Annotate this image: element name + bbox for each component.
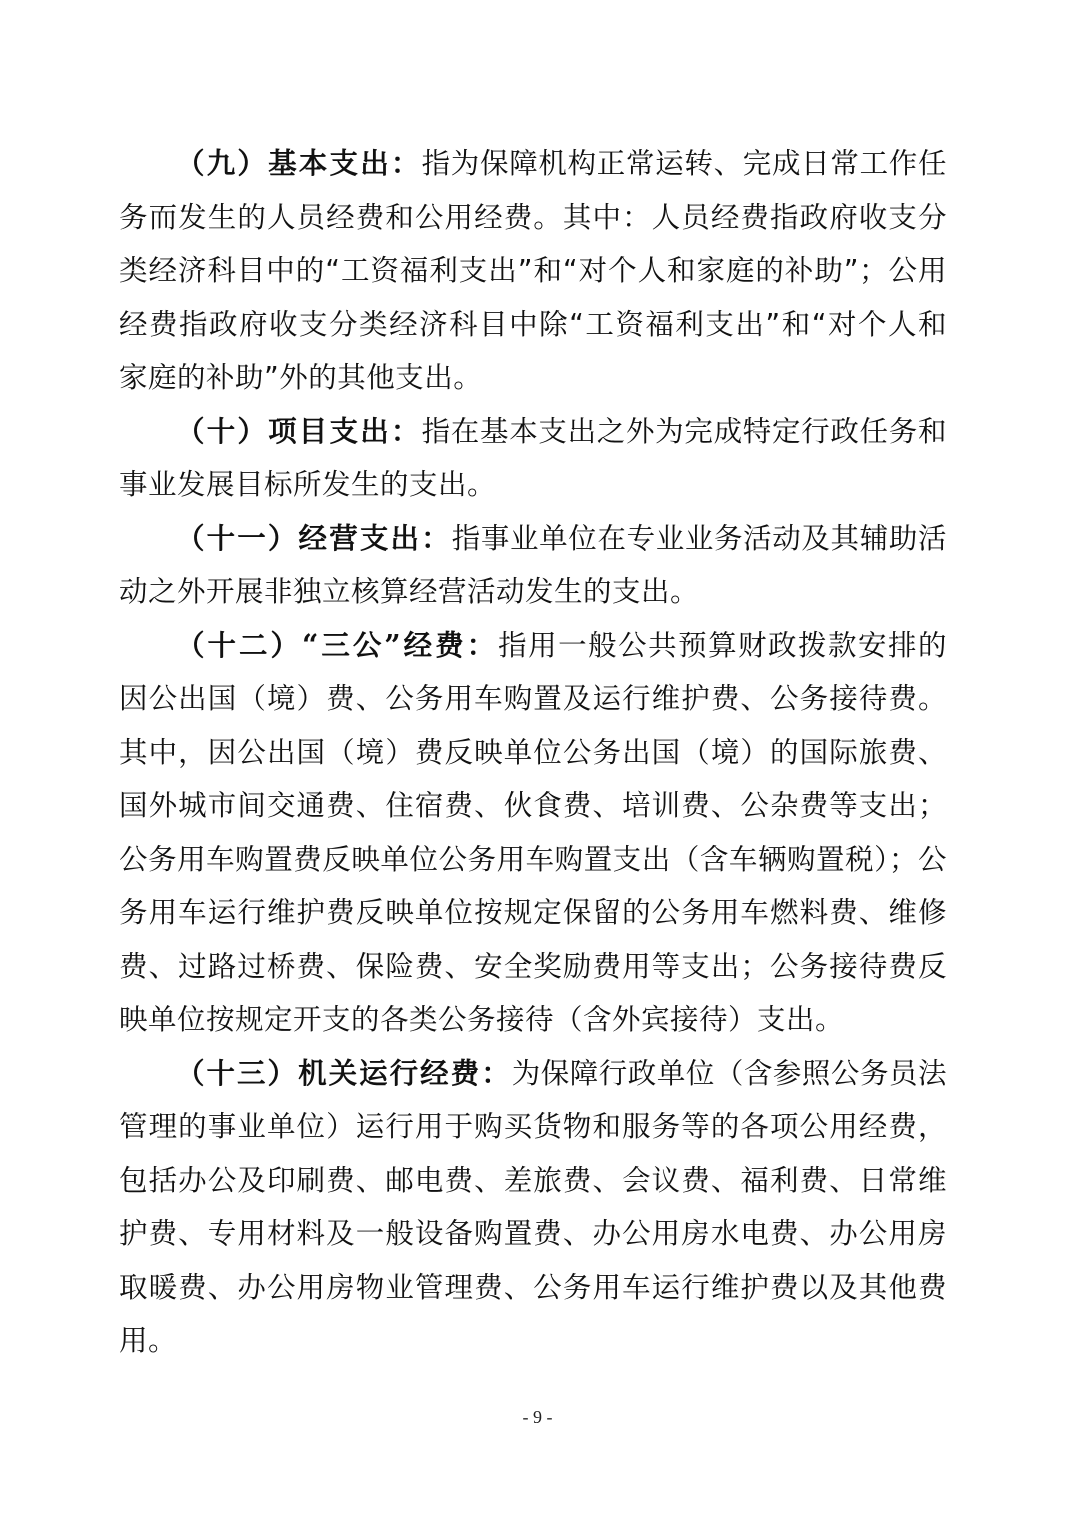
paragraph-text: 指在基本支出之外为完成特定行政任务和事业发展目标所发生的支出。 xyxy=(119,414,947,501)
term-heading: （十二）“三公”经费： xyxy=(176,627,499,662)
paragraph-project-expenditure xyxy=(119,405,947,512)
paragraph-operating-expenditure xyxy=(119,512,947,619)
term-heading: （十）项目支出： xyxy=(176,413,422,448)
term-heading: （九）基本支出： xyxy=(176,146,422,180)
page-number: - 9 - xyxy=(522,1407,553,1427)
paragraph-basic-expenditure xyxy=(119,137,947,405)
term-heading: （十三）机关运行经费： xyxy=(176,1055,512,1090)
term-heading: （十一）经营支出： xyxy=(176,520,452,555)
paragraph-three-public-expenses xyxy=(119,619,947,1047)
document-body xyxy=(119,137,947,1368)
paragraph-text: 指事业单位在专业业务活动及其辅助活动之外开展非独立核算经营活动发生的支出。 xyxy=(119,521,947,608)
paragraph-text: 指用一般公共预算财政拨款安排的因公出国（境）费、公务用车购置及运行维护费、公务接待费。其中，因公出国（境）费反映单位公务出国（境）的国际旅费、国外城市间交通费、住宿费、伙食费、培训费、公杂费等支出；公务用车购置费反映单位公务用车购置支出（含车辆购置税）；公务用车运行维护费反映单位按规定保留的公务用车燃料费、维修费、过路过桥费、保险费、安全奖励费用等支出；公务接待费反映单位按规定开支的各类公务接待（含外宾接待）支出。 xyxy=(119,628,947,1036)
paragraph-text: 为保障行政单位（含参照公务员法管理的事业单位）运行用于购买货物和服务等的各项公用经费，包括办公及印刷费、邮电费、差旅费、会议费、福利费、日常维护费、专用材料及一般设备购置费、办公用房水电费、办公用房取暖费、办公用房物业管理费、公务用车运行维护费以及其他费用。 xyxy=(119,1056,947,1357)
paragraph-agency-operating-expenses xyxy=(119,1047,947,1368)
paragraph-text: 指为保障机构正常运转、完成日常工作任务而发生的人员经费和公用经费。其中：人员经费指政府收支分类经济科目中的“工资福利支出”和“对个人和家庭的补助”；公用经费指政府收支分类经济科目中除“工资福利支出”和“对个人和家庭的补助”外的其他支出。 xyxy=(119,147,947,394)
